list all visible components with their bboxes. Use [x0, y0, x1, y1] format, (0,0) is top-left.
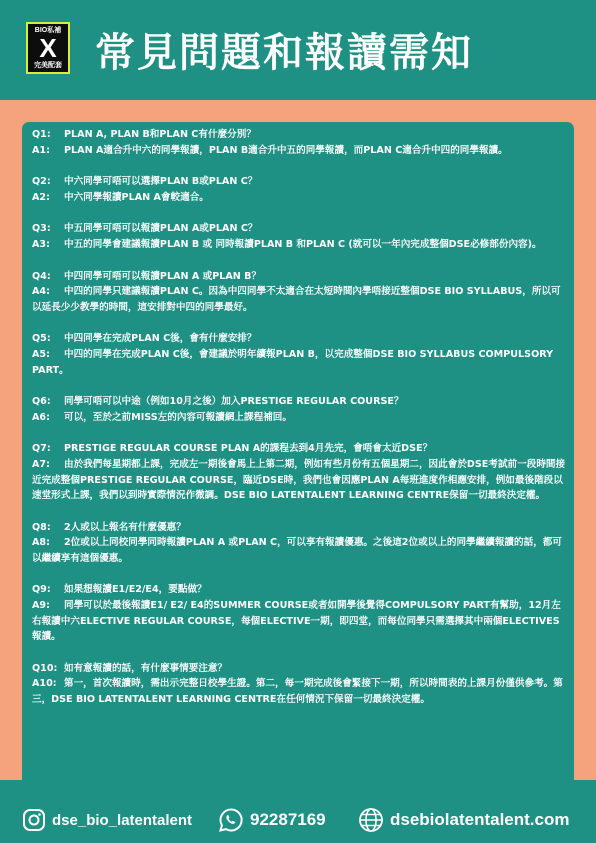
faq-answer: A5: 中四的同學在完成PLAN C後，會建議於明年續報PLAN B，以完成整個DSE BIO SYLLABUS COMPULSORY PART。	[32, 348, 554, 376]
logo-top-text: BIO私補	[34, 27, 62, 34]
faq-answer: A4: 中四的同學只建議報讀PLAN C。因為中四同學不太適合在太短時間內學唔接近整個DSE BIO SYLLABUS，所以可以延長少少教學的時間，這安排對中四的同學最好。	[32, 286, 561, 313]
faq-answer: A1: PLAN A適合升中六的同學報讀，PLAN B適合升中五的同學報讀，而PLAN C適合升中四的同學報讀。	[32, 144, 508, 156]
phone-contact[interactable]	[218, 808, 326, 832]
logo-mark: X	[39, 33, 57, 63]
faq-list	[32, 127, 566, 724]
faq-question: Q8: 2人或以上報名有什麼優惠？	[32, 521, 186, 533]
header	[0, 0, 596, 100]
faq-item	[32, 582, 566, 644]
faq-answer: A2: 中六同學報讀PLAN A會較適合。	[32, 191, 209, 203]
instagram-handle: dse_bio_latentalent	[52, 811, 193, 829]
faq-question: Q7: PRESTIGE REGULAR COURSE PLAN A的課程去到4月先完，會唔會太近DSE？	[32, 443, 433, 455]
logo-bottom-text: 完美配套	[34, 62, 62, 69]
globe-icon	[358, 807, 384, 833]
faq-answer: A9: 同學可以於最後報讀E1/ E2/ E4的SUMMER COURSE或者如開學後覺得COMPULSORY PART有幫助，12月左右報讀中六ELECTIVE REGULAR COURSE，每個ELECTIVE一期，即四堂，而每位同學只需選擇其中兩個ELECTIVES報讀。	[32, 600, 561, 643]
faq-item	[32, 661, 566, 708]
instagram-icon	[22, 808, 46, 832]
faq-question: Q4: 中四同學可唔可以報讀PLAN A 或PLAN B？	[32, 270, 262, 282]
faq-panel	[22, 122, 574, 788]
footer	[0, 796, 596, 843]
website-contact[interactable]	[358, 808, 569, 832]
faq-question: Q5: 中四同學在完成PLAN C後，會有什麼安排？	[32, 333, 257, 345]
faq-answer: A6: 可以，至於之前MISS左的內容可報讀網上課程補回。	[32, 411, 292, 423]
faq-answer: A8: 2位或以上同校同學同時報讀PLAN A 或PLAN C，可以享有報讀優惠。之後這2位或以上的同學繼續報讀的話，都可以繼續享有這個優惠。	[32, 537, 562, 564]
faq-item	[32, 269, 566, 316]
faq-item	[32, 221, 566, 252]
faq-question: Q2: 中六同學可唔可以選擇PLAN B或PLAN C？	[32, 176, 258, 188]
whatsapp-icon	[218, 807, 244, 833]
phone-number: 92287169	[250, 810, 326, 829]
faq-question: Q10: 如有意報讀的話，有什麼事情要注意？	[32, 662, 228, 674]
faq-item	[32, 331, 566, 378]
faq-item	[32, 127, 566, 158]
faq-question: Q6: 同學可唔可以中途（例如10月之後）加入PRESTIGE REGULAR COURSE？	[32, 396, 404, 408]
faq-answer: A10: 第一，首次報讀時，需出示完整日校學生證。第二，每一期完成後會緊接下一期，所以時間表的上課月份僅供參考。第三，DSE BIO LATENTALENT LEARNING CENTRE在任何情況下保留一切最終決定權。	[32, 678, 563, 706]
faq-question: Q3: 中五同學可唔可以報讀PLAN A或PLAN C？	[32, 223, 258, 235]
website-url: dsebiolatentalent.com	[390, 810, 570, 829]
faq-item	[32, 520, 566, 567]
page-title: 常見問題和報讀需知	[95, 30, 473, 76]
faq-question: Q9: 如果想報讀E1/E2/E4，要點做？	[32, 584, 207, 596]
instagram-contact[interactable]	[22, 808, 192, 832]
faq-item	[32, 394, 566, 425]
logo	[26, 22, 70, 74]
faq-item	[32, 441, 566, 503]
faq-answer: A7: 由於我們每星期都上課，完成左一期後會馬上上第二期，例如有些月份有五個星期二，因此會於DSE考試前一段時間接近完成整個PRESTIGE REGULAR COURSE，臨近DSE時，我們也會因應PLAN A每班進度作相應安排，例如最後階段以速堂形式上課，我們以到時實際情況作微調。DSE BIO LATENTALENT LEARNING CENTRE保留一切最終決定權。	[32, 458, 566, 502]
faq-answer: A3: 中五的同學會建議報讀PLAN B 或 同時報讀PLAN B 和PLAN C (就可以一年內完成整個DSE必修部份內容)。	[32, 238, 542, 250]
faq-question: Q1: PLAN A, PLAN B和PLAN C有什麼分別？	[32, 129, 256, 140]
faq-item	[32, 174, 566, 205]
